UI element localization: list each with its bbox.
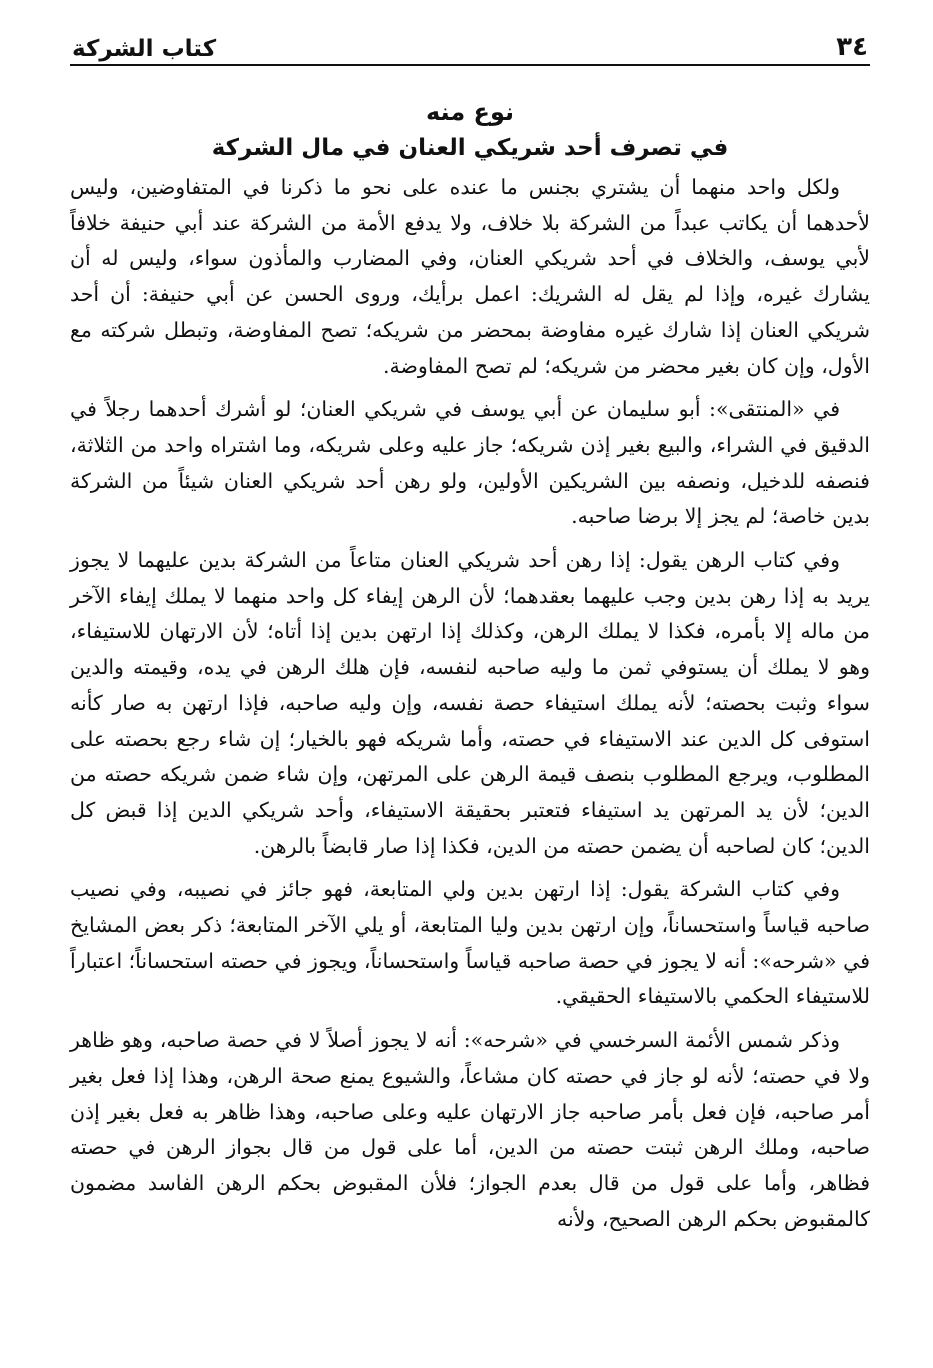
section-heading: نوع منه (425, 98, 515, 126)
page-number: ٣٤ (836, 32, 868, 62)
paragraph-4: وفي كتاب الشركة يقول: إذا ارتهن بدين ولي المتابعة، فهو جائز في نصيبه، وفي نصيب صاحبه قياساً واستحساناً، وإن ارتهن بدين وليا المتابعة، أو يلي الآخر المتابعة؛ ذكر بعض المشايخ في «شرحه»: أنه لا يجوز في حصة صاحبه قياساً واستحساناً، ويجوز في حصته استحساناً؛ اعتباراً للاستيفاء الحكمي بالاستيفاء الحقيقي. (70, 877, 870, 1009)
paragraph-3: وفي كتاب الرهن يقول: إذا رهن أحد شريكي العنان متاعاً من الشركة بدين عليهما لا يجوز يريد به إذا رهن بدين وجب عليهما بعقدهما؛ لأن الرهن إيفاء كل واحد منهما لا يملك إيفاء الآخر من ماله إلا بأمره، فكذا لا يملك الرهن، وكذلك إذا ارتهن بدين إذا أتاه؛ لأن الارتهان للاستيفاء، وهو لا يملك أن يستوفي ثمن ما وليه صاحبه لنفسه، فإن هلك الرهن في يده، وقيمته والدين سواء وثبت بحصته؛ لأنه يملك استيفاء حصة نفسه، وإن وليه صاحبه، فإذا ارتهن به صار كأنه استوفى كل الدين عند الاستيفاء في حصته، وأما شريكه فهو بالخيار؛ إن شاء رجع بحصته على المطلوب، ويرجع المطلوب بنصف قيمة الرهن على المرتهن، وإن شاء ضمن شريكه حصته من الدين؛ لأن يد المرتهن يد استيفاء فتعتبر بحقيقة الاستيفاء، وأحد شريكي الدين إذا قبض كل الدين؛ كان لصاحبه أن يضمن حصته من الدين، فكذا إذا صار قابضاً بالرهن. (70, 548, 870, 858)
page-body (70, 170, 870, 1237)
section-subheading: في تصرف أحد شريكي العنان في مال الشركة (211, 135, 729, 161)
book-page (70, 22, 870, 1245)
paragraph-5: وذكر شمس الأئمة السرخسي في «شرحه»: أنه لا يجوز أصلاً لا في حصة صاحبه، وهو ظاهر ولا في حصته؛ لأنه لو جاز في حصته كان مشاعاً، والشيوع يمنع صحة الرهن، وهذا إذا فعل بغير أمر صاحبه، فإن فعل بأمر صاحبه جاز الارتهان عليه وعلى صاحبه، وهذا ظاهر به فعل بغير إذن صاحبه، وملك الرهن ثبتت حصته من الدين، أما على قول من قال بجواز الرهن في حصته فظاهر، وأما على قول من قال بعدم الجواز؛ فلأن المقبوض بحكم الرهن الفاسد مضمون كالمقبوض بحكم الرهن الصحيح، ولأنه (70, 1028, 870, 1231)
book-title: كتاب الشركة (72, 36, 217, 62)
paragraph-1: ولكل واحد منهما أن يشتري بجنس ما عنده على نحو ما ذكرنا في المتفاوضين، وليس لأحدهما أن يكاتب عبداً من الشركة بلا خلاف، ولا يدفع الأمة من الشركة عند أبي حنيفة خلافاً لأبي يوسف، والخلاف في أحد شريكي العنان، وفي المضارب والمأذون سواء، وليس له أن يشارك غيره، وإذا لم يقل له الشريك: اعمل برأيك، وروى الحسن عن أبي حنيفة: أن أحد شريكي العنان إذا شارك غيره مفاوضة بمحضر من شريكه؛ تصح المفاوضة، وتبطل شركته مع الأول، وإن كان بغير محضر من شريكه؛ لم تصح المفاوضة. (70, 175, 870, 378)
running-header (70, 22, 870, 66)
paragraph-2: في «المنتقى»: أبو سليمان عن أبي يوسف في شريكي العنان؛ لو أشرك أحدهما رجلاً في الدقيق في الشراء، والبيع بغير إذن شريكه؛ جاز عليه وعلى شريكه، وما اشتراه واحد من الثلاثة، فنصفه للدخيل، ونصفه بين الشريكين الأولين، ولو رهن أحد شريكي العنان شيئاً من الشركة بدين خاصة؛ لم يجز إلا برضا صاحبه. (70, 397, 870, 529)
